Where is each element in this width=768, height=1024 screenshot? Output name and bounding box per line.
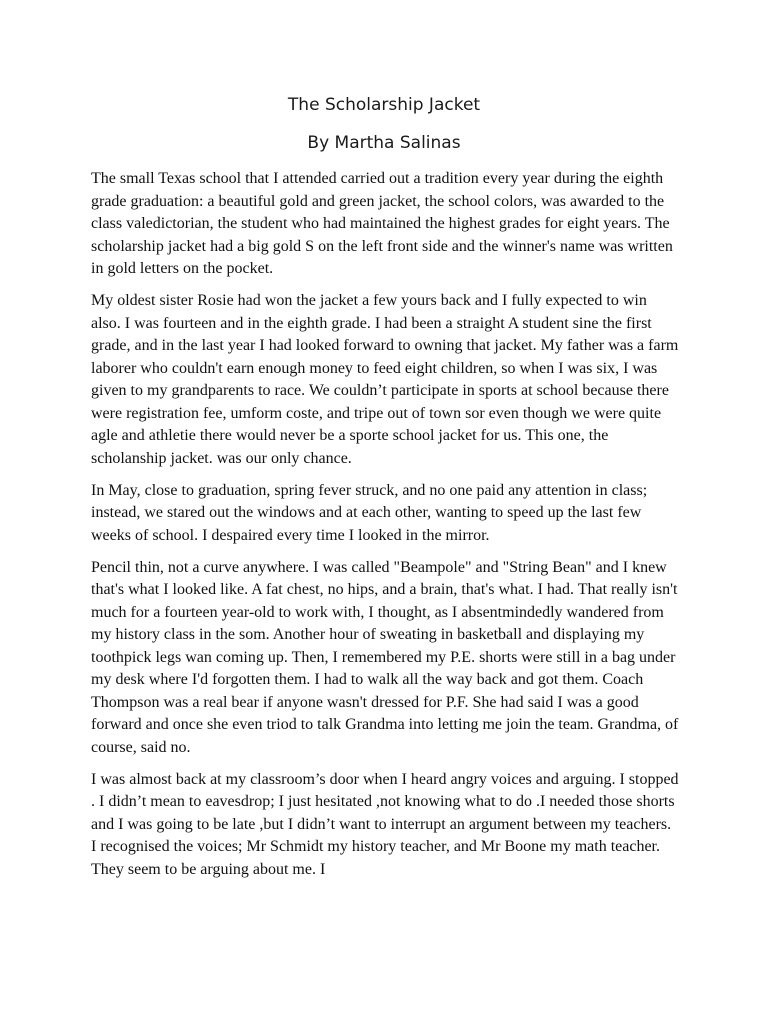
paragraph: The small Texas school that I attended carried out a tradition every year during the eighth grade graduation: a beautiful gold and green jacket, the school colors, was awarded to the class valedictorian, the student who had maintained the highest grades for eight years. The scholarship jacket had a big gold S on the left front side and the winner's name was written in gold letters on the pocket. — [91, 170, 673, 277]
document-author: By Martha Salinas — [307, 133, 461, 153]
document-body — [91, 168, 679, 891]
paragraph: My oldest sister Rosie had won the jacket a few yours back and I fully expected to win also. I was fourteen and in the eighth grade. I had been a straight A student sine the first grade, and in the last year I had looked forward to owning that jacket. My father was a farm laborer who couldn't earn enough money to feed eight children, so when I was six, I was given to my grandparents to race. We couldn’t participate in sports at school because there were registration fee, umform coste, and tripe out of town sor even though we were quite agle and athletie there would never be a sporte school jacket for us. This one, the scholanship jacket. was our only chance. — [91, 292, 679, 467]
paragraph: In May, close to graduation, spring fever struck, and no one paid any attention in class; instead, we stared out the windows and at each other, wanting to speed up the last few weeks of school. I despaired every time I looked in the mirror. — [91, 481, 648, 544]
document-title: The Scholarship Jacket — [287, 95, 481, 115]
paragraph: I was almost back at my classroom’s door when I heard angry voices and arguing. I stopped . I didn’t mean to eavesdrop; I just hesitated ,not knowing what to do .I needed those shorts and I was going to be late ,but I didn’t want to interrupt an argument between my teachers. I recognised the voices; Mr Schmidt my history teacher, and Mr Boone my math teacher. They seem to be arguing about me. I — [91, 770, 679, 878]
paragraph: Pencil thin, not a curve anywhere. I was called "Beampole" and "String Bean" and I knew that's what I looked like. A fat chest, no hips, and a brain, that's what. I had. That really isn't much for a fourteen year-old to work with, I thought, as I absentmindedly wandered from my history class in the som. Another hour of sweating in basketball and displaying my toothpick legs wan coming up. Then, I remembered my P.E. shorts were still in a bag under my desk where I'd forgotten them. I had to walk all the way back and got them. Coach Thompson was a real bear if anyone wasn't dressed for P.F. She had said I was a good forward and once she even triod to talk Grandma into letting me join the team. Grandma, of course, said no. — [91, 558, 679, 756]
